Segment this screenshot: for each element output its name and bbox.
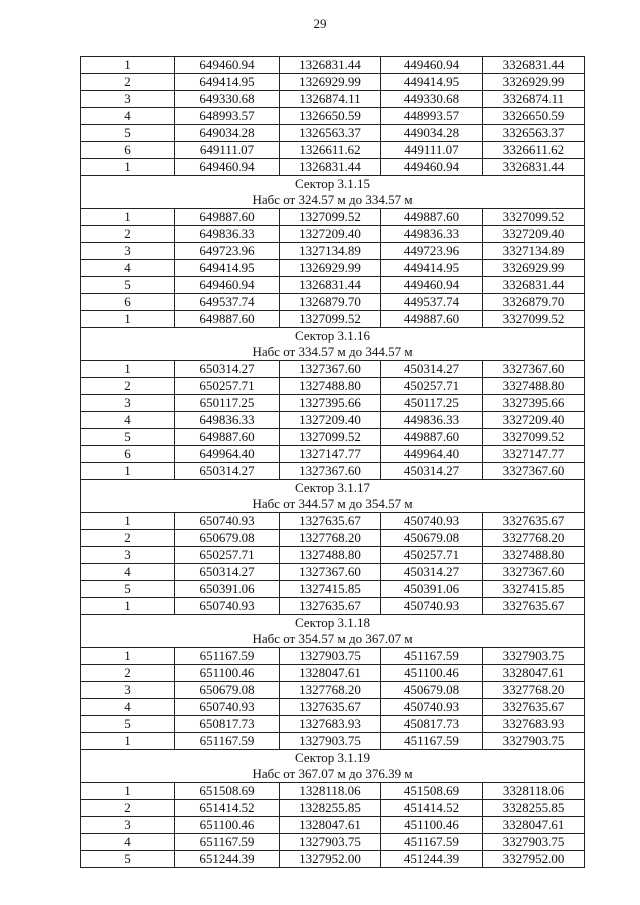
sector-height-range: Набс от 334.57 м до 344.57 м bbox=[252, 344, 413, 359]
coord-y-cell: 1327099.52 bbox=[280, 429, 381, 446]
coord-x-cell: 649537.74 bbox=[175, 294, 280, 311]
point-number-cell: 2 bbox=[81, 800, 175, 817]
coord-y2-cell: 3326831.44 bbox=[483, 277, 585, 294]
coord-y2-cell: 3326879.70 bbox=[483, 294, 585, 311]
coord-x-cell: 649460.94 bbox=[175, 57, 280, 74]
coord-y2-cell: 3327768.20 bbox=[483, 530, 585, 547]
coord-x-cell: 649723.96 bbox=[175, 243, 280, 260]
coord-y2-cell: 3327367.60 bbox=[483, 463, 585, 480]
coord-y-cell: 1328047.61 bbox=[280, 665, 381, 682]
coord-y2-cell: 3326650.59 bbox=[483, 108, 585, 125]
coord-y-cell: 1327099.52 bbox=[280, 311, 381, 328]
coord-y-cell: 1326929.99 bbox=[280, 260, 381, 277]
coord-y-cell: 1327367.60 bbox=[280, 564, 381, 581]
coord-y2-cell: 3327635.67 bbox=[483, 598, 585, 615]
coord-y-cell: 1326831.44 bbox=[280, 159, 381, 176]
coord-y-cell: 1327903.75 bbox=[280, 733, 381, 750]
coord-x2-cell: 451167.59 bbox=[381, 834, 483, 851]
coord-x-cell: 651100.46 bbox=[175, 817, 280, 834]
coord-y2-cell: 3326563.37 bbox=[483, 125, 585, 142]
table-row bbox=[81, 682, 585, 699]
coord-x-cell: 649887.60 bbox=[175, 311, 280, 328]
coord-x2-cell: 450314.27 bbox=[381, 361, 483, 378]
coord-y2-cell: 3326831.44 bbox=[483, 159, 585, 176]
coord-x2-cell: 449887.60 bbox=[381, 311, 483, 328]
point-number-cell: 1 bbox=[81, 463, 175, 480]
coord-x-cell: 648993.57 bbox=[175, 108, 280, 125]
coord-x2-cell: 450314.27 bbox=[381, 463, 483, 480]
coord-x2-cell: 449836.33 bbox=[381, 412, 483, 429]
coord-y2-cell: 3326611.62 bbox=[483, 142, 585, 159]
coord-x2-cell: 450817.73 bbox=[381, 716, 483, 733]
point-number-cell: 1 bbox=[81, 733, 175, 750]
coord-x2-cell: 449964.40 bbox=[381, 446, 483, 463]
coord-x2-cell: 448993.57 bbox=[381, 108, 483, 125]
coord-y-cell: 1326563.37 bbox=[280, 125, 381, 142]
coord-y-cell: 1327134.89 bbox=[280, 243, 381, 260]
coord-x-cell: 649836.33 bbox=[175, 412, 280, 429]
coord-x2-cell: 450314.27 bbox=[381, 564, 483, 581]
coord-y2-cell: 3327415.85 bbox=[483, 581, 585, 598]
coord-y2-cell: 3326831.44 bbox=[483, 57, 585, 74]
sector-header-cell bbox=[81, 480, 585, 513]
coord-y2-cell: 3327903.75 bbox=[483, 834, 585, 851]
table-row bbox=[81, 277, 585, 294]
sector-header-row bbox=[81, 480, 585, 513]
coord-x-cell: 651244.39 bbox=[175, 851, 280, 868]
coord-x-cell: 649460.94 bbox=[175, 159, 280, 176]
point-number-cell: 1 bbox=[81, 57, 175, 74]
coord-y2-cell: 3328255.85 bbox=[483, 800, 585, 817]
sector-height-range: Набс от 354.57 м до 367.07 м bbox=[252, 631, 413, 646]
table-row bbox=[81, 463, 585, 480]
coord-y-cell: 1326874.11 bbox=[280, 91, 381, 108]
coord-x2-cell: 449460.94 bbox=[381, 277, 483, 294]
coord-x2-cell: 449111.07 bbox=[381, 142, 483, 159]
coord-y-cell: 1326879.70 bbox=[280, 294, 381, 311]
sector-header-row bbox=[81, 176, 585, 209]
coord-x2-cell: 450740.93 bbox=[381, 598, 483, 615]
coord-x-cell: 651167.59 bbox=[175, 648, 280, 665]
sector-title: Сектор 3.1.18 bbox=[294, 615, 370, 630]
coord-x2-cell: 449537.74 bbox=[381, 294, 483, 311]
coord-y-cell: 1327903.75 bbox=[280, 648, 381, 665]
table-row bbox=[81, 361, 585, 378]
table-row bbox=[81, 159, 585, 176]
coord-y2-cell: 3326874.11 bbox=[483, 91, 585, 108]
table-row bbox=[81, 800, 585, 817]
coord-x-cell: 650740.93 bbox=[175, 598, 280, 615]
coord-x2-cell: 450679.08 bbox=[381, 530, 483, 547]
coord-y2-cell: 3327147.77 bbox=[483, 446, 585, 463]
table-row bbox=[81, 125, 585, 142]
table-row bbox=[81, 446, 585, 463]
point-number-cell: 5 bbox=[81, 716, 175, 733]
coord-y2-cell: 3327099.52 bbox=[483, 311, 585, 328]
coord-y-cell: 1327367.60 bbox=[280, 463, 381, 480]
coordinates-table-body bbox=[81, 57, 585, 868]
coord-y2-cell: 3327903.75 bbox=[483, 733, 585, 750]
coord-x2-cell: 449414.95 bbox=[381, 74, 483, 91]
table-row bbox=[81, 57, 585, 74]
coord-y2-cell: 3327395.66 bbox=[483, 395, 585, 412]
coordinates-table bbox=[80, 56, 585, 868]
coord-y-cell: 1327768.20 bbox=[280, 530, 381, 547]
coord-y2-cell: 3327099.52 bbox=[483, 209, 585, 226]
coord-x-cell: 649330.68 bbox=[175, 91, 280, 108]
table-row bbox=[81, 311, 585, 328]
sector-header-cell bbox=[81, 328, 585, 361]
point-number-cell: 6 bbox=[81, 446, 175, 463]
coord-x2-cell: 449034.28 bbox=[381, 125, 483, 142]
table-row bbox=[81, 699, 585, 716]
table-row bbox=[81, 665, 585, 682]
coord-x-cell: 651100.46 bbox=[175, 665, 280, 682]
table-row bbox=[81, 429, 585, 446]
table-row bbox=[81, 564, 585, 581]
table-row bbox=[81, 74, 585, 91]
sector-header-row bbox=[81, 750, 585, 783]
point-number-cell: 3 bbox=[81, 682, 175, 699]
page-number: 29 bbox=[313, 16, 327, 31]
coord-x2-cell: 449887.60 bbox=[381, 209, 483, 226]
coord-x2-cell: 450257.71 bbox=[381, 378, 483, 395]
table-row bbox=[81, 581, 585, 598]
coord-y-cell: 1327683.93 bbox=[280, 716, 381, 733]
coord-y-cell: 1327367.60 bbox=[280, 361, 381, 378]
point-number-cell: 4 bbox=[81, 834, 175, 851]
coord-y2-cell: 3327683.93 bbox=[483, 716, 585, 733]
coord-x-cell: 649460.94 bbox=[175, 277, 280, 294]
coord-y2-cell: 3328047.61 bbox=[483, 817, 585, 834]
coord-x2-cell: 450391.06 bbox=[381, 581, 483, 598]
coord-y-cell: 1327488.80 bbox=[280, 378, 381, 395]
table-row bbox=[81, 395, 585, 412]
point-number-cell: 2 bbox=[81, 226, 175, 243]
coord-x-cell: 649964.40 bbox=[175, 446, 280, 463]
coord-y2-cell: 3327635.67 bbox=[483, 513, 585, 530]
table-row bbox=[81, 378, 585, 395]
coord-x2-cell: 449460.94 bbox=[381, 159, 483, 176]
point-number-cell: 4 bbox=[81, 108, 175, 125]
coord-y-cell: 1327635.67 bbox=[280, 513, 381, 530]
point-number-cell: 6 bbox=[81, 294, 175, 311]
point-number-cell: 4 bbox=[81, 260, 175, 277]
coord-x2-cell: 450117.25 bbox=[381, 395, 483, 412]
sector-header-row bbox=[81, 615, 585, 648]
sector-title: Сектор 3.1.19 bbox=[294, 750, 370, 765]
coord-x-cell: 650314.27 bbox=[175, 564, 280, 581]
sector-height-range: Набс от 344.57 м до 354.57 м bbox=[252, 496, 413, 511]
coord-x-cell: 650314.27 bbox=[175, 463, 280, 480]
coord-y-cell: 1326611.62 bbox=[280, 142, 381, 159]
coord-x2-cell: 451167.59 bbox=[381, 648, 483, 665]
coord-y-cell: 1326929.99 bbox=[280, 74, 381, 91]
coord-x-cell: 649414.95 bbox=[175, 260, 280, 277]
coord-y-cell: 1327099.52 bbox=[280, 209, 381, 226]
point-number-cell: 2 bbox=[81, 665, 175, 682]
coord-x2-cell: 451100.46 bbox=[381, 817, 483, 834]
coord-x-cell: 650117.25 bbox=[175, 395, 280, 412]
table-row bbox=[81, 547, 585, 564]
coord-x-cell: 651167.59 bbox=[175, 733, 280, 750]
point-number-cell: 1 bbox=[81, 598, 175, 615]
point-number-cell: 1 bbox=[81, 159, 175, 176]
sector-title: Сектор 3.1.16 bbox=[294, 328, 370, 343]
coord-x2-cell: 451167.59 bbox=[381, 733, 483, 750]
point-number-cell: 3 bbox=[81, 243, 175, 260]
point-number-cell: 1 bbox=[81, 361, 175, 378]
coord-y-cell: 1328047.61 bbox=[280, 817, 381, 834]
table-row bbox=[81, 294, 585, 311]
coord-y2-cell: 3327134.89 bbox=[483, 243, 585, 260]
point-number-cell: 2 bbox=[81, 74, 175, 91]
coord-y2-cell: 3327635.67 bbox=[483, 699, 585, 716]
point-number-cell: 1 bbox=[81, 209, 175, 226]
coord-x-cell: 649887.60 bbox=[175, 209, 280, 226]
table-row bbox=[81, 226, 585, 243]
coord-y2-cell: 3327209.40 bbox=[483, 412, 585, 429]
coord-y-cell: 1327209.40 bbox=[280, 412, 381, 429]
coord-x2-cell: 451100.46 bbox=[381, 665, 483, 682]
sector-height-range: Набс от 367.07 м до 376.39 м bbox=[252, 766, 413, 781]
coord-x-cell: 650257.71 bbox=[175, 547, 280, 564]
coord-x-cell: 650314.27 bbox=[175, 361, 280, 378]
sector-header-cell bbox=[81, 750, 585, 783]
coord-y-cell: 1328118.06 bbox=[280, 783, 381, 800]
coord-x2-cell: 449723.96 bbox=[381, 243, 483, 260]
coord-x2-cell: 449414.95 bbox=[381, 260, 483, 277]
coord-y2-cell: 3328047.61 bbox=[483, 665, 585, 682]
coord-y-cell: 1327415.85 bbox=[280, 581, 381, 598]
table-row bbox=[81, 530, 585, 547]
coord-y2-cell: 3327367.60 bbox=[483, 564, 585, 581]
coord-x-cell: 649414.95 bbox=[175, 74, 280, 91]
coord-y2-cell: 3327488.80 bbox=[483, 378, 585, 395]
coord-x-cell: 650740.93 bbox=[175, 699, 280, 716]
table-row bbox=[81, 716, 585, 733]
coord-y-cell: 1327903.75 bbox=[280, 834, 381, 851]
table-row bbox=[81, 243, 585, 260]
coord-x2-cell: 450679.08 bbox=[381, 682, 483, 699]
coord-x2-cell: 449460.94 bbox=[381, 57, 483, 74]
coord-y2-cell: 3327768.20 bbox=[483, 682, 585, 699]
sector-title: Сектор 3.1.15 bbox=[294, 176, 370, 191]
coord-y-cell: 1326831.44 bbox=[280, 277, 381, 294]
point-number-cell: 1 bbox=[81, 311, 175, 328]
point-number-cell: 1 bbox=[81, 783, 175, 800]
table-row bbox=[81, 91, 585, 108]
coord-y-cell: 1326831.44 bbox=[280, 57, 381, 74]
point-number-cell: 5 bbox=[81, 125, 175, 142]
point-number-cell: 5 bbox=[81, 277, 175, 294]
coord-y2-cell: 3327903.75 bbox=[483, 648, 585, 665]
point-number-cell: 1 bbox=[81, 648, 175, 665]
table-row bbox=[81, 648, 585, 665]
point-number-cell: 6 bbox=[81, 142, 175, 159]
point-number-cell: 2 bbox=[81, 530, 175, 547]
point-number-cell: 5 bbox=[81, 851, 175, 868]
coord-x-cell: 650740.93 bbox=[175, 513, 280, 530]
table-row bbox=[81, 733, 585, 750]
coord-x-cell: 651167.59 bbox=[175, 834, 280, 851]
point-number-cell: 4 bbox=[81, 564, 175, 581]
coord-y-cell: 1327395.66 bbox=[280, 395, 381, 412]
point-number-cell: 4 bbox=[81, 412, 175, 429]
coord-x-cell: 650257.71 bbox=[175, 378, 280, 395]
point-number-cell: 3 bbox=[81, 547, 175, 564]
coord-x-cell: 651414.52 bbox=[175, 800, 280, 817]
sector-header-cell bbox=[81, 615, 585, 648]
point-number-cell: 3 bbox=[81, 817, 175, 834]
coord-x2-cell: 451414.52 bbox=[381, 800, 483, 817]
point-number-cell: 3 bbox=[81, 91, 175, 108]
table-row bbox=[81, 108, 585, 125]
table-row bbox=[81, 412, 585, 429]
coord-y-cell: 1327768.20 bbox=[280, 682, 381, 699]
coord-y2-cell: 3327367.60 bbox=[483, 361, 585, 378]
coord-x2-cell: 449887.60 bbox=[381, 429, 483, 446]
table-row bbox=[81, 834, 585, 851]
coord-y-cell: 1327147.77 bbox=[280, 446, 381, 463]
coord-x-cell: 650679.08 bbox=[175, 682, 280, 699]
coord-y2-cell: 3326929.99 bbox=[483, 260, 585, 277]
coord-x2-cell: 450740.93 bbox=[381, 699, 483, 716]
table-row bbox=[81, 142, 585, 159]
coord-x-cell: 650679.08 bbox=[175, 530, 280, 547]
coord-x-cell: 650817.73 bbox=[175, 716, 280, 733]
coord-x-cell: 650391.06 bbox=[175, 581, 280, 598]
sector-header-row bbox=[81, 328, 585, 361]
table-row bbox=[81, 851, 585, 868]
coord-x-cell: 649836.33 bbox=[175, 226, 280, 243]
coord-x-cell: 649034.28 bbox=[175, 125, 280, 142]
coord-x-cell: 649111.07 bbox=[175, 142, 280, 159]
coord-y2-cell: 3327099.52 bbox=[483, 429, 585, 446]
table-row bbox=[81, 783, 585, 800]
coord-x2-cell: 449836.33 bbox=[381, 226, 483, 243]
coord-y-cell: 1327209.40 bbox=[280, 226, 381, 243]
coord-y2-cell: 3326929.99 bbox=[483, 74, 585, 91]
point-number-cell: 3 bbox=[81, 395, 175, 412]
point-number-cell: 4 bbox=[81, 699, 175, 716]
coord-y2-cell: 3328118.06 bbox=[483, 783, 585, 800]
coord-y-cell: 1327952.00 bbox=[280, 851, 381, 868]
table-row bbox=[81, 513, 585, 530]
coord-x2-cell: 450257.71 bbox=[381, 547, 483, 564]
coord-x2-cell: 449330.68 bbox=[381, 91, 483, 108]
table-row bbox=[81, 260, 585, 277]
coord-y-cell: 1327635.67 bbox=[280, 699, 381, 716]
sector-height-range: Набс от 324.57 м до 334.57 м bbox=[252, 192, 413, 207]
coord-x2-cell: 451508.69 bbox=[381, 783, 483, 800]
coord-x-cell: 651508.69 bbox=[175, 783, 280, 800]
coord-y2-cell: 3327209.40 bbox=[483, 226, 585, 243]
table-row bbox=[81, 209, 585, 226]
point-number-cell: 5 bbox=[81, 429, 175, 446]
coord-y-cell: 1328255.85 bbox=[280, 800, 381, 817]
point-number-cell: 1 bbox=[81, 513, 175, 530]
coord-y2-cell: 3327488.80 bbox=[483, 547, 585, 564]
table-row bbox=[81, 598, 585, 615]
point-number-cell: 5 bbox=[81, 581, 175, 598]
coord-x2-cell: 450740.93 bbox=[381, 513, 483, 530]
sector-title: Сектор 3.1.17 bbox=[294, 480, 370, 495]
coord-y-cell: 1326650.59 bbox=[280, 108, 381, 125]
table-row bbox=[81, 817, 585, 834]
coord-x-cell: 649887.60 bbox=[175, 429, 280, 446]
coord-x2-cell: 451244.39 bbox=[381, 851, 483, 868]
sector-header-cell bbox=[81, 176, 585, 209]
coord-y-cell: 1327488.80 bbox=[280, 547, 381, 564]
coord-y-cell: 1327635.67 bbox=[280, 598, 381, 615]
coord-y2-cell: 3327952.00 bbox=[483, 851, 585, 868]
point-number-cell: 2 bbox=[81, 378, 175, 395]
